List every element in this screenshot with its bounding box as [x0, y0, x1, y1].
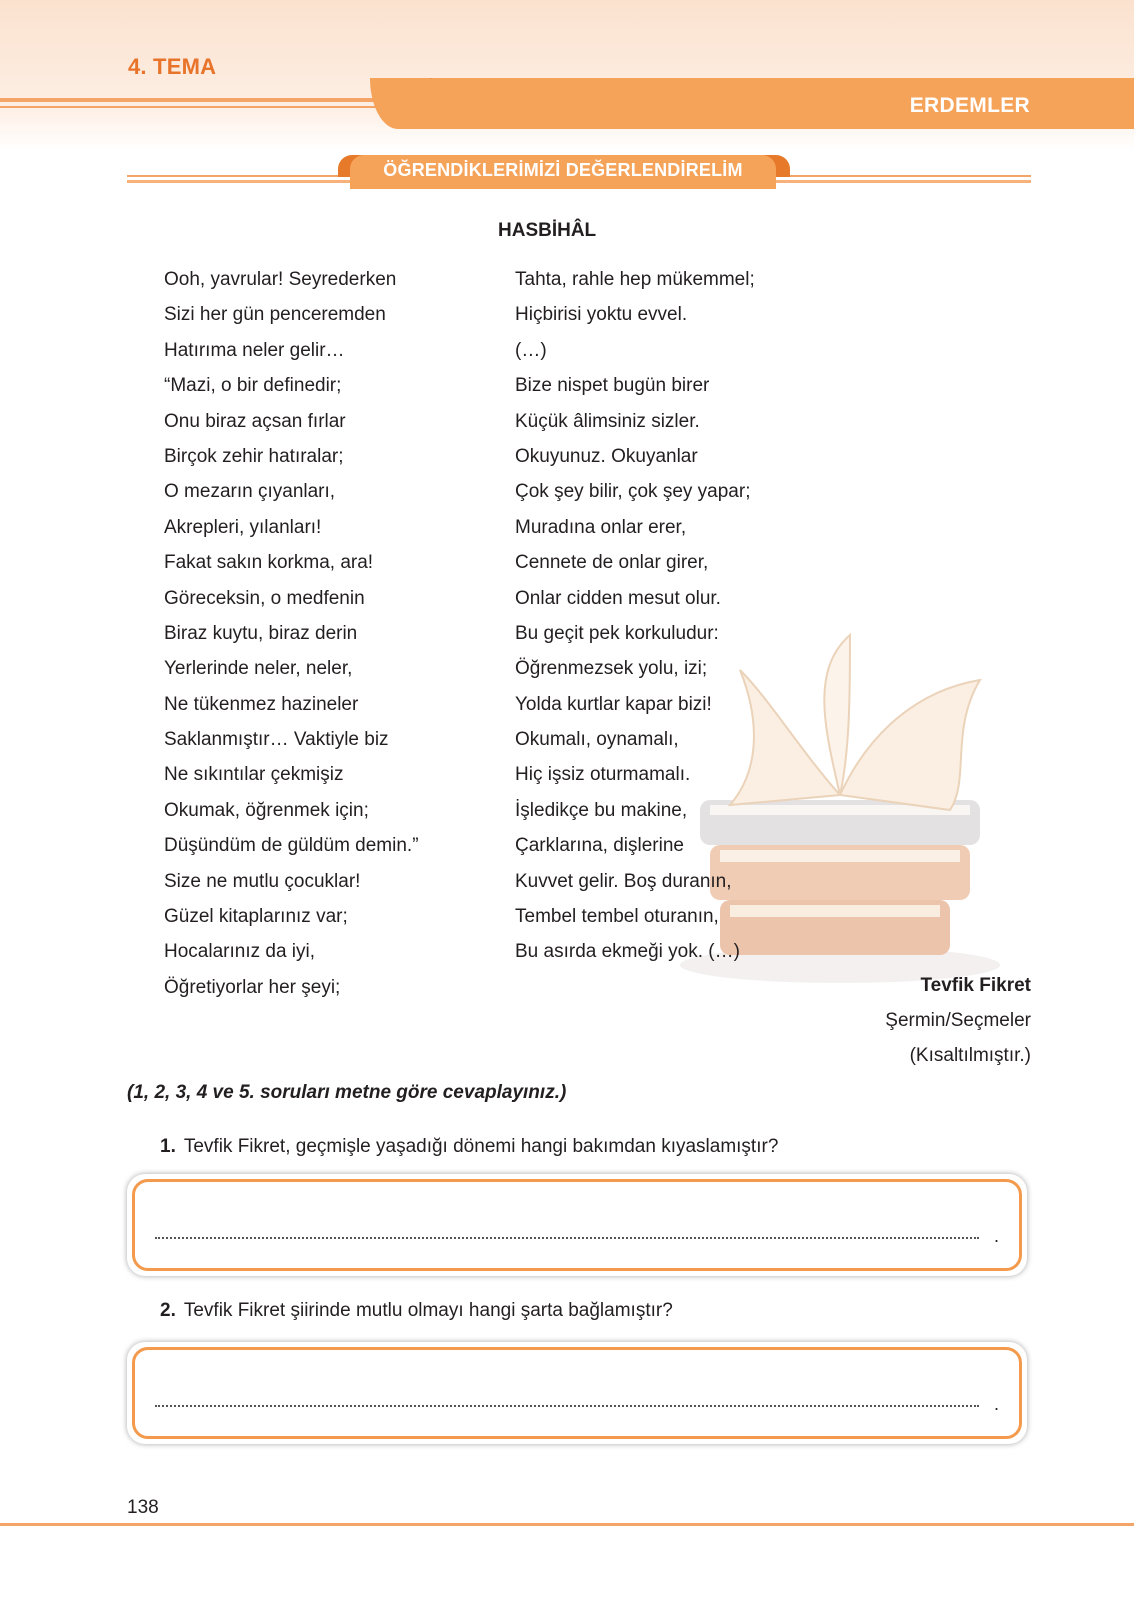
open-book-right-page: [840, 680, 980, 810]
poem-line: “Mazi, o bir definedir;: [164, 375, 342, 397]
theme-title: ERDEMLER: [909, 94, 1030, 117]
poem-line: İşledikçe bu makine,: [515, 799, 688, 821]
poem-line: Güzel kitaplarınız var;: [164, 906, 348, 928]
poem-line: Birçok zehir hatıralar;: [164, 445, 344, 467]
answer-box-2[interactable]: [127, 1342, 1027, 1444]
footer-rule: [0, 1523, 1134, 1526]
poem-line: Öğrenmezsek yolu, izi;: [515, 658, 708, 680]
poem-author: Tevfik Fikret: [920, 975, 1031, 996]
question-1: [160, 1136, 778, 1158]
poem-line: Düşündüm de güldüm demin.”: [164, 835, 419, 857]
poem-line: Ooh, yavrular! Seyrederken: [164, 269, 397, 290]
poem-title: HASBİHÂL: [498, 220, 597, 241]
answer-line[interactable]: [155, 1237, 979, 1239]
poem-line: Size ne mutlu çocuklar!: [164, 870, 361, 892]
answer-frame: [132, 1347, 1022, 1439]
poem-line: Fakat sakın korkma, ara!: [164, 552, 374, 574]
poem-note: (Kısaltılmıştır.): [909, 1045, 1031, 1066]
poem-line: Yolda kurtlar kapar bizi!: [515, 693, 712, 715]
poem-line: Hiç işsiz oturmamalı.: [515, 764, 691, 786]
poem-line: Tahta, rahle hep mükemmel;: [515, 269, 755, 290]
poem-line: Hiçbirisi yoktu evvel.: [515, 304, 688, 326]
poem-line: Sizi her gün penceremden: [164, 304, 386, 326]
book-middle-pages: [720, 850, 960, 862]
question-text: Tevfik Fikret, geçmişle yaşadığı dönemi hangi bakımdan kıyaslamıştır?: [183, 1136, 779, 1157]
poem-line: Muradına onlar erer,: [515, 516, 687, 538]
instruction: (1, 2, 3, 4 ve 5. soruları metne göre cevaplayınız.): [127, 1082, 567, 1103]
page-number: 138: [127, 1497, 159, 1518]
poem-column-right: [515, 262, 755, 970]
poem-line: Saklanmıştır… Vaktiyle biz: [164, 729, 389, 751]
question-number: 2.: [160, 1300, 176, 1321]
poem-line: Küçük âlimsiniz sizler.: [515, 410, 700, 432]
poem-line: Ne tükenmez hazineler: [164, 693, 359, 715]
answer-period: .: [993, 1226, 999, 1246]
header-stripe: [0, 106, 400, 108]
poem-line: Öğretiyorlar her şeyi;: [164, 976, 341, 998]
poem-line: Akrepleri, yılanları!: [164, 516, 322, 538]
poem-line: Bu asırda ekmeği yok. (…): [515, 941, 740, 963]
poem-line: Biraz kuytu, biraz derin: [164, 622, 358, 644]
poem-line: Bu geçit pek korkuludur:: [515, 622, 719, 644]
poem-line: Tembel tembel oturanın,: [515, 906, 719, 928]
section-title: ÖĞRENDİKLERİMİZİ DEĞERLENDİRELİM: [383, 160, 743, 180]
poem-line: Göreceksin, o medfenin: [164, 587, 365, 609]
question-number: 1.: [160, 1136, 176, 1157]
poem-line: Yerlerinde neler, neler,: [164, 658, 353, 680]
poem-line: Hocalarınız da iyi,: [164, 941, 316, 963]
poem-line: Ne sıkıntılar çekmişiz: [164, 764, 344, 786]
poem-source: Şermin/Seçmeler: [885, 1010, 1031, 1031]
poem-line: Onu biraz açsan fırlar: [164, 410, 346, 432]
answer-period: .: [993, 1394, 999, 1414]
answer-frame: [132, 1179, 1022, 1271]
poem-line: Çarklarına, dişlerine: [515, 835, 684, 857]
book-bottom-pages: [730, 905, 940, 917]
poem-line: Bize nispet bugün birer: [515, 375, 710, 397]
poem-column-left: [164, 262, 419, 1005]
answer-box-1[interactable]: [127, 1174, 1027, 1276]
poem-line: Kuvvet gelir. Boş duranın,: [515, 870, 732, 892]
poem-line: Okumalı, oynamalı,: [515, 729, 679, 751]
header-stripe: [0, 98, 400, 102]
answer-line[interactable]: [155, 1405, 979, 1407]
poem-line: Cennete de onlar girer,: [515, 552, 709, 574]
poem-line: Hatırıma neler gelir…: [164, 339, 345, 361]
poem-line: (…): [515, 339, 547, 361]
poem-line: Onlar cidden mesut olur.: [515, 587, 721, 609]
poem-line: O mezarın çıyanları,: [164, 481, 336, 503]
poem-line: Çok şey bilir, çok şey yapar;: [515, 481, 751, 503]
poem-line: Okumak, öğrenmek için;: [164, 799, 369, 821]
open-book-fan-page: [824, 635, 850, 795]
question-2: [160, 1300, 673, 1322]
theme-label: 4. TEMA: [128, 54, 217, 79]
question-text: Tevfik Fikret şiirinde mutlu olmayı hangi şarta bağlamıştır?: [183, 1300, 673, 1321]
poem-line: Okuyunuz. Okuyanlar: [515, 445, 698, 467]
